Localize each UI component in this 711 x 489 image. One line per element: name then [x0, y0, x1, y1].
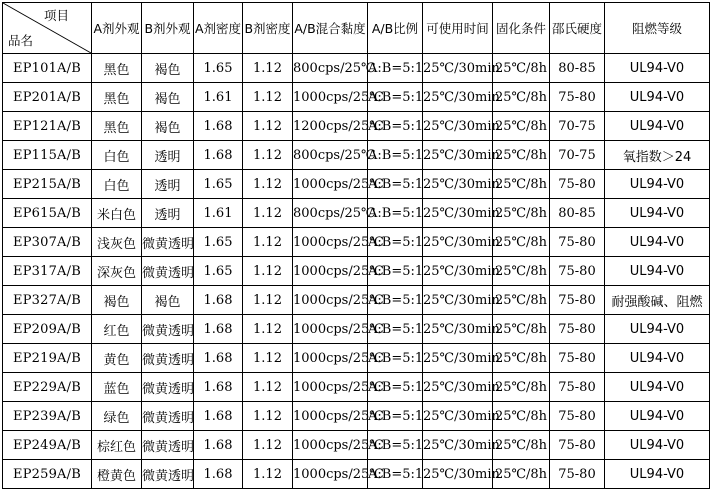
pot-life-cell: 25℃/30min	[423, 402, 493, 431]
a-density-cell: 1.61	[194, 83, 243, 112]
a-density-cell: 1.68	[194, 431, 243, 460]
cure-conditions-cell: 25℃/8h	[493, 431, 550, 460]
b-density-cell: 1.12	[243, 83, 293, 112]
pot-life-cell: 25℃/30min	[423, 431, 493, 460]
pot-life-cell: 25℃/30min	[423, 141, 493, 170]
a-density-cell: 1.68	[194, 286, 243, 315]
a-density-cell: 1.68	[194, 402, 243, 431]
flame-rating-cell: UL94-V0	[605, 112, 710, 141]
mix-viscosity-cell: 1000cps/25℃	[293, 83, 368, 112]
b-appearance-cell: 微黄透明	[142, 460, 194, 489]
pot-life-cell: 25℃/30min	[423, 83, 493, 112]
b-density-cell: 1.12	[243, 431, 293, 460]
a-appearance-cell: 褐色	[92, 286, 142, 315]
flame-rating-cell: UL94-V0	[605, 54, 710, 83]
a-appearance-cell: 绿色	[92, 402, 142, 431]
a-density-cell: 1.65	[194, 170, 243, 199]
mix-ratio-cell: A:B=5:1	[368, 431, 423, 460]
cure-conditions-cell: 25℃/8h	[493, 170, 550, 199]
table-row	[3, 170, 710, 199]
a-density-cell: 1.65	[194, 228, 243, 257]
pot-life-cell: 25℃/30min	[423, 460, 493, 489]
table-row	[3, 460, 710, 489]
table-row	[3, 402, 710, 431]
pot-life-cell: 25℃/30min	[423, 373, 493, 402]
column-header-b-density: B剂密度	[243, 3, 293, 54]
mix-ratio-cell: A:B=5:1	[368, 112, 423, 141]
a-appearance-cell: 白色	[92, 170, 142, 199]
column-header-a-density: A剂密度	[194, 3, 243, 54]
pot-life-cell: 25℃/30min	[423, 315, 493, 344]
product-name-cell: EP121A/B	[3, 112, 92, 141]
pot-life-cell: 25℃/30min	[423, 257, 493, 286]
shore-hardness-cell: 75-80	[550, 228, 605, 257]
mix-ratio-cell: A:B=5:1	[368, 286, 423, 315]
shore-hardness-cell: 80-85	[550, 199, 605, 228]
flame-rating-cell: UL94-V0	[605, 344, 710, 373]
column-header-flame-rating: 阻燃等级	[605, 3, 710, 54]
mix-ratio-cell: A:B=5:1	[368, 199, 423, 228]
b-density-cell: 1.12	[243, 199, 293, 228]
b-density-cell: 1.12	[243, 257, 293, 286]
a-appearance-cell: 黑色	[92, 54, 142, 83]
pot-life-cell: 25℃/30min	[423, 286, 493, 315]
mix-ratio-cell: A:B=5:1	[368, 257, 423, 286]
shore-hardness-cell: 75-80	[550, 402, 605, 431]
table-row	[3, 286, 710, 315]
table-row	[3, 228, 710, 257]
a-appearance-cell: 深灰色	[92, 257, 142, 286]
b-density-cell: 1.12	[243, 315, 293, 344]
cure-conditions-cell: 25℃/8h	[493, 460, 550, 489]
flame-rating-cell: UL94-V0	[605, 315, 710, 344]
pot-life-cell: 25℃/30min	[423, 228, 493, 257]
a-appearance-cell: 米白色	[92, 199, 142, 228]
mix-viscosity-cell: 800cps/25℃	[293, 199, 368, 228]
b-density-cell: 1.12	[243, 141, 293, 170]
b-density-cell: 1.12	[243, 344, 293, 373]
table-row	[3, 112, 710, 141]
column-header-a-appearance: A剂外观	[92, 3, 142, 54]
shore-hardness-cell: 75-80	[550, 286, 605, 315]
b-density-cell: 1.12	[243, 402, 293, 431]
a-density-cell: 1.68	[194, 344, 243, 373]
flame-rating-cell: UL94-V0	[605, 460, 710, 489]
mix-viscosity-cell: 1000cps/25℃	[293, 315, 368, 344]
cure-conditions-cell: 25℃/8h	[493, 141, 550, 170]
a-density-cell: 1.68	[194, 112, 243, 141]
a-appearance-cell: 棕红色	[92, 431, 142, 460]
a-density-cell: 1.65	[194, 257, 243, 286]
flame-rating-cell: UL94-V0	[605, 199, 710, 228]
product-name-cell: EP229A/B	[3, 373, 92, 402]
table-row	[3, 431, 710, 460]
b-density-cell: 1.12	[243, 286, 293, 315]
mix-viscosity-cell: 1200cps/25℃	[293, 112, 368, 141]
mix-viscosity-cell: 1000cps/25℃	[293, 228, 368, 257]
cure-conditions-cell: 25℃/8h	[493, 315, 550, 344]
table-row	[3, 315, 710, 344]
b-appearance-cell: 透明	[142, 199, 194, 228]
a-density-cell: 1.68	[194, 373, 243, 402]
b-appearance-cell: 微黄透明	[142, 373, 194, 402]
b-appearance-cell: 透明	[142, 170, 194, 199]
a-appearance-cell: 黑色	[92, 83, 142, 112]
shore-hardness-cell: 70-75	[550, 141, 605, 170]
mix-viscosity-cell: 1000cps/25℃	[293, 460, 368, 489]
table-row	[3, 54, 710, 83]
a-appearance-cell: 黄色	[92, 344, 142, 373]
b-appearance-cell: 褐色	[142, 54, 194, 83]
mix-ratio-cell: A:B=5:1	[368, 315, 423, 344]
mix-viscosity-cell: 1000cps/25℃	[293, 344, 368, 373]
a-density-cell: 1.68	[194, 315, 243, 344]
product-name-cell: EP249A/B	[3, 431, 92, 460]
pot-life-cell: 25℃/30min	[423, 54, 493, 83]
mix-ratio-cell: A:B=5:1	[368, 344, 423, 373]
pot-life-cell: 25℃/30min	[423, 344, 493, 373]
b-appearance-cell: 褐色	[142, 112, 194, 141]
cure-conditions-cell: 25℃/8h	[493, 286, 550, 315]
table-row	[3, 257, 710, 286]
shore-hardness-cell: 75-80	[550, 83, 605, 112]
product-name-cell: EP115A/B	[3, 141, 92, 170]
mix-viscosity-cell: 1000cps/25℃	[293, 373, 368, 402]
corner-bottom-label: 品名	[8, 33, 34, 48]
b-density-cell: 1.12	[243, 54, 293, 83]
product-name-cell: EP201A/B	[3, 83, 92, 112]
a-density-cell: 1.65	[194, 54, 243, 83]
product-name-cell: EP615A/B	[3, 199, 92, 228]
cure-conditions-cell: 25℃/8h	[493, 83, 550, 112]
product-name-cell: EP317A/B	[3, 257, 92, 286]
product-name-cell: EP219A/B	[3, 344, 92, 373]
mix-viscosity-cell: 1000cps/25℃	[293, 257, 368, 286]
product-name-cell: EP307A/B	[3, 228, 92, 257]
column-header-shore-hardness: 邵氏硬度	[550, 3, 605, 54]
mix-viscosity-cell: 800cps/25℃	[293, 141, 368, 170]
flame-rating-cell: UL94-V0	[605, 83, 710, 112]
mix-ratio-cell: A:B=5:1	[368, 228, 423, 257]
mix-viscosity-cell: 1000cps/25℃	[293, 286, 368, 315]
b-density-cell: 1.12	[243, 228, 293, 257]
mix-ratio-cell: A:B=5:1	[368, 141, 423, 170]
shore-hardness-cell: 70-75	[550, 112, 605, 141]
shore-hardness-cell: 75-80	[550, 431, 605, 460]
flame-rating-cell: UL94-V0	[605, 228, 710, 257]
table-row	[3, 83, 710, 112]
b-appearance-cell: 透明	[142, 141, 194, 170]
mix-viscosity-cell: 1000cps/25℃	[293, 431, 368, 460]
cure-conditions-cell: 25℃/8h	[493, 228, 550, 257]
b-density-cell: 1.12	[243, 112, 293, 141]
mix-ratio-cell: A:B=5:1	[368, 54, 423, 83]
shore-hardness-cell: 75-80	[550, 170, 605, 199]
b-density-cell: 1.12	[243, 170, 293, 199]
column-header-pot-life: 可使用时间	[423, 3, 493, 54]
cure-conditions-cell: 25℃/8h	[493, 112, 550, 141]
b-appearance-cell: 微黄透明	[142, 431, 194, 460]
pot-life-cell: 25℃/30min	[423, 199, 493, 228]
product-name-cell: EP215A/B	[3, 170, 92, 199]
b-appearance-cell: 微黄透明	[142, 344, 194, 373]
a-appearance-cell: 红色	[92, 315, 142, 344]
b-appearance-cell: 褐色	[142, 83, 194, 112]
column-header-cure-conditions: 固化条件	[493, 3, 550, 54]
shore-hardness-cell: 75-80	[550, 315, 605, 344]
table-row	[3, 344, 710, 373]
b-appearance-cell: 微黄透明	[142, 402, 194, 431]
product-name-cell: EP239A/B	[3, 402, 92, 431]
a-appearance-cell: 黑色	[92, 112, 142, 141]
column-header-mix-ratio: A/B比例	[368, 3, 423, 54]
shore-hardness-cell: 75-80	[550, 373, 605, 402]
mix-viscosity-cell: 800cps/25℃	[293, 54, 368, 83]
b-density-cell: 1.12	[243, 373, 293, 402]
pot-life-cell: 25℃/30min	[423, 112, 493, 141]
product-name-cell: EP209A/B	[3, 315, 92, 344]
mix-ratio-cell: A:B=5:1	[368, 460, 423, 489]
b-appearance-cell: 微黄透明	[142, 257, 194, 286]
a-density-cell: 1.68	[194, 460, 243, 489]
b-appearance-cell: 褐色	[142, 286, 194, 315]
flame-rating-cell: UL94-V0	[605, 373, 710, 402]
cure-conditions-cell: 25℃/8h	[493, 257, 550, 286]
column-header-b-appearance: B剂外观	[142, 3, 194, 54]
product-spec-table	[2, 2, 710, 489]
column-header-mix-viscosity: A/B混合黏度	[293, 3, 368, 54]
table-row	[3, 141, 710, 170]
a-density-cell: 1.61	[194, 199, 243, 228]
flame-rating-cell: 氧指数＞24	[605, 141, 710, 170]
shore-hardness-cell: 75-80	[550, 344, 605, 373]
mix-viscosity-cell: 1000cps/25℃	[293, 402, 368, 431]
shore-hardness-cell: 80-85	[550, 54, 605, 83]
header-corner-cell	[3, 3, 92, 54]
product-name-cell: EP101A/B	[3, 54, 92, 83]
mix-ratio-cell: A:B=5:1	[368, 83, 423, 112]
a-appearance-cell: 浅灰色	[92, 228, 142, 257]
shore-hardness-cell: 75-80	[550, 257, 605, 286]
table-body	[3, 54, 710, 489]
a-density-cell: 1.68	[194, 141, 243, 170]
product-name-cell: EP327A/B	[3, 286, 92, 315]
cure-conditions-cell: 25℃/8h	[493, 199, 550, 228]
a-appearance-cell: 白色	[92, 141, 142, 170]
a-appearance-cell: 蓝色	[92, 373, 142, 402]
flame-rating-cell: UL94-V0	[605, 170, 710, 199]
flame-rating-cell: UL94-V0	[605, 402, 710, 431]
cure-conditions-cell: 25℃/8h	[493, 402, 550, 431]
flame-rating-cell: 耐强酸碱、阻燃	[605, 286, 710, 315]
b-appearance-cell: 微黄透明	[142, 315, 194, 344]
cure-conditions-cell: 25℃/8h	[493, 344, 550, 373]
flame-rating-cell: UL94-V0	[605, 431, 710, 460]
flame-rating-cell: UL94-V0	[605, 257, 710, 286]
mix-ratio-cell: A:B=5:1	[368, 402, 423, 431]
mix-viscosity-cell: 1000cps/25℃	[293, 170, 368, 199]
b-density-cell: 1.12	[243, 460, 293, 489]
cure-conditions-cell: 25℃/8h	[493, 54, 550, 83]
product-name-cell: EP259A/B	[3, 460, 92, 489]
header-row	[3, 3, 710, 54]
cure-conditions-cell: 25℃/8h	[493, 373, 550, 402]
pot-life-cell: 25℃/30min	[423, 170, 493, 199]
mix-ratio-cell: A:B=5:1	[368, 170, 423, 199]
b-appearance-cell: 微黄透明	[142, 228, 194, 257]
shore-hardness-cell: 75-80	[550, 460, 605, 489]
table-row	[3, 199, 710, 228]
mix-ratio-cell: A:B=5:1	[368, 373, 423, 402]
table-row	[3, 373, 710, 402]
corner-top-label: 项目	[43, 8, 69, 23]
a-appearance-cell: 橙黄色	[92, 460, 142, 489]
